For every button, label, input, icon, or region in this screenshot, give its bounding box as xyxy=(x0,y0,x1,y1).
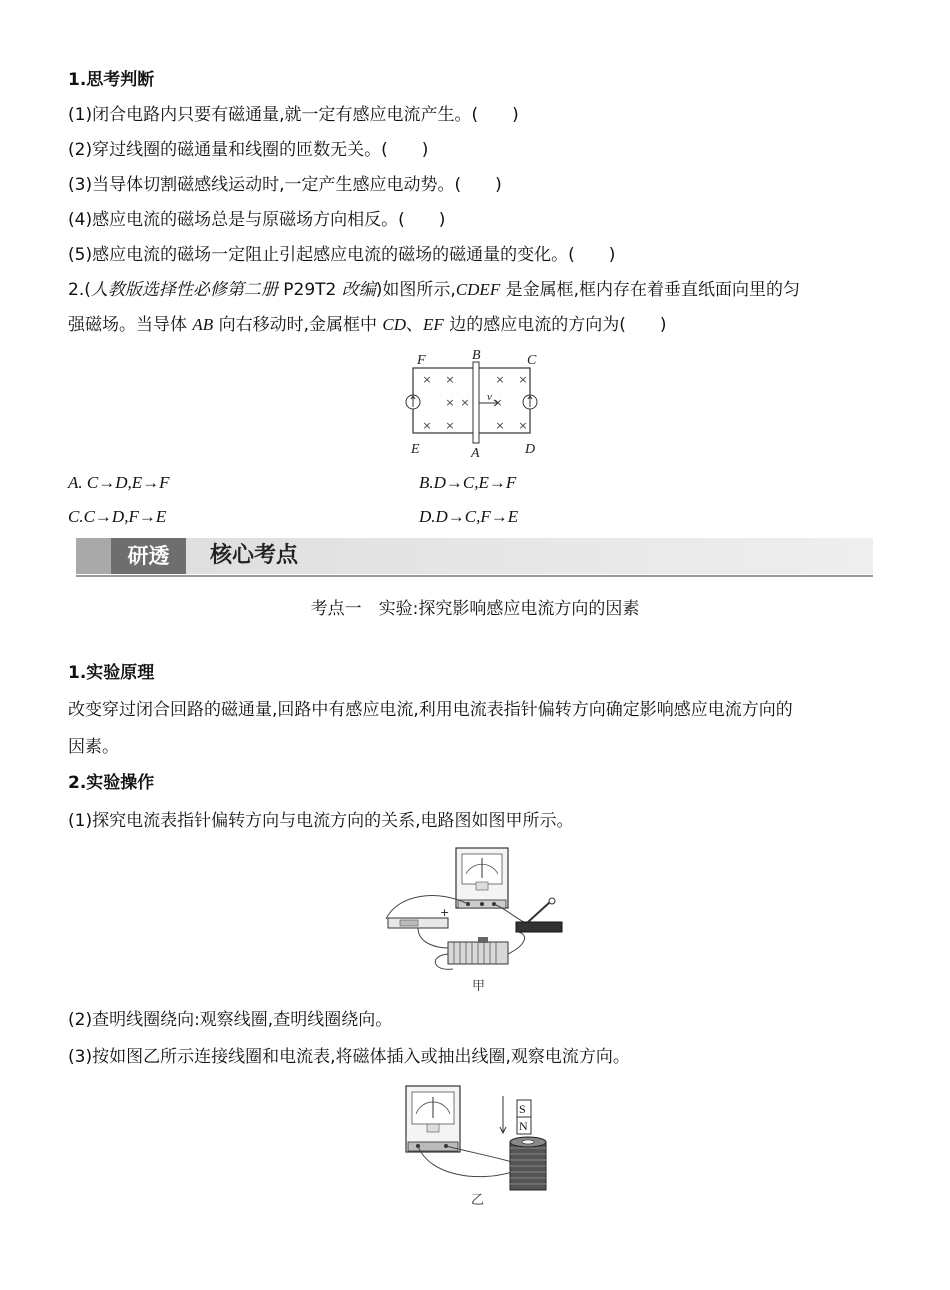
svg-text:×: × xyxy=(422,419,432,432)
fig-jia-caption: 甲 xyxy=(472,979,486,994)
label-e: E xyxy=(411,442,420,457)
frame-figure xyxy=(405,345,555,460)
q1-item-3: (3)当导体切割磁感线运动时,一定产生感应电动势。( ) xyxy=(68,175,502,195)
svg-text:×: × xyxy=(493,396,503,409)
svg-text:×: × xyxy=(495,419,505,432)
banner-tag: 研透 xyxy=(111,538,186,574)
principle-line-2: 因素。 xyxy=(68,737,119,757)
label-a: A xyxy=(471,446,480,460)
q2-text2b: 向右移动时,金属框中 xyxy=(213,315,383,335)
q2-source: 人教版选择性必修第二册 xyxy=(90,280,278,299)
svg-text:×: × xyxy=(422,373,432,386)
operation-step-3: (3)按如图乙所示连接线圈和电流表,将磁体插入或抽出线圈,观察电流方向。 xyxy=(68,1047,630,1067)
section-banner xyxy=(76,538,873,578)
option-b: B.D→C,E→F xyxy=(419,473,517,492)
q1-heading: 1.思考判断 xyxy=(68,70,155,90)
label-c: C xyxy=(527,353,537,368)
principle-heading: 1.实验原理 xyxy=(68,663,155,683)
svg-text:×: × xyxy=(495,373,505,386)
q1-item-5: (5)感应电流的磁场一定阻止引起感应电流的磁场的磁通量的变化。( ) xyxy=(68,245,616,265)
section-title: 考点一 实验:探究影响感应电流方向的因素 xyxy=(310,599,640,619)
q1-item-4: (4)感应电流的磁场总是与原磁场方向相反。( ) xyxy=(68,210,446,230)
svg-text:+: + xyxy=(440,906,450,919)
operation-step-1: (1)探究电流表指针偏转方向与电流方向的关系,电路图如图甲所示。 xyxy=(68,811,574,831)
option-d: D.D→C,F→E xyxy=(419,507,519,526)
principle-line-1: 改变穿过闭合回路的磁通量,回路中有感应电流,利用电流表指针偏转方向确定影响感应电流方向的 xyxy=(68,700,793,720)
figure-jia xyxy=(378,844,578,994)
q2-cd: CD xyxy=(382,315,407,334)
label-v: v xyxy=(487,391,492,403)
q2-text1: 是金属框,框内存在着垂直纸面向里的匀 xyxy=(500,280,801,300)
operation-heading: 2.实验操作 xyxy=(68,773,155,793)
q2-stem-line2 xyxy=(68,314,666,336)
svg-text:×: × xyxy=(445,373,455,386)
svg-text:×: × xyxy=(518,419,528,432)
q2-ab: AB xyxy=(192,315,214,334)
conductor-ab xyxy=(473,362,479,443)
q2-after-source: )如图所示, xyxy=(375,280,456,300)
magnet-n-label: N xyxy=(519,1119,528,1133)
banner-title: 核心考点 xyxy=(210,543,299,568)
q2-source-tail: P29T2 xyxy=(277,280,342,300)
magnet-s-label: S xyxy=(519,1102,526,1116)
q2-prefix: 2.( xyxy=(68,280,91,300)
svg-text:×: × xyxy=(460,396,470,409)
label-f: F xyxy=(417,353,426,368)
q1-item-1: (1)闭合电路内只要有磁通量,就一定有感应电流产生。( ) xyxy=(68,105,519,125)
fig-yi-caption: 乙 xyxy=(471,1193,485,1208)
label-b: B xyxy=(472,348,481,363)
svg-text:×: × xyxy=(445,419,455,432)
switch-base xyxy=(516,922,562,932)
option-c: C.C→D,F→E xyxy=(68,507,167,526)
q2-text2c: 边的感应电流的方向为( ) xyxy=(443,315,667,335)
figure-yi xyxy=(400,1082,555,1210)
q2-text2a: 强磁场。当导体 xyxy=(68,315,193,335)
q2-sep: 、 xyxy=(406,315,424,335)
svg-text:×: × xyxy=(518,373,528,386)
q2-cdef: CDEF xyxy=(455,280,501,299)
q2-ef: EF xyxy=(423,315,444,334)
option-a: A. C→D,E→F xyxy=(68,473,170,492)
q1-item-2: (2)穿过线圈的磁通量和线圈的匝数无关。( ) xyxy=(68,140,429,160)
q2-stem-line1 xyxy=(68,279,800,301)
q2-source-note: 改编 xyxy=(341,280,376,299)
svg-text:×: × xyxy=(445,396,455,409)
operation-step-2: (2)查明线圈绕向:观察线圈,查明线圈绕向。 xyxy=(68,1010,393,1030)
label-d: D xyxy=(525,442,536,457)
